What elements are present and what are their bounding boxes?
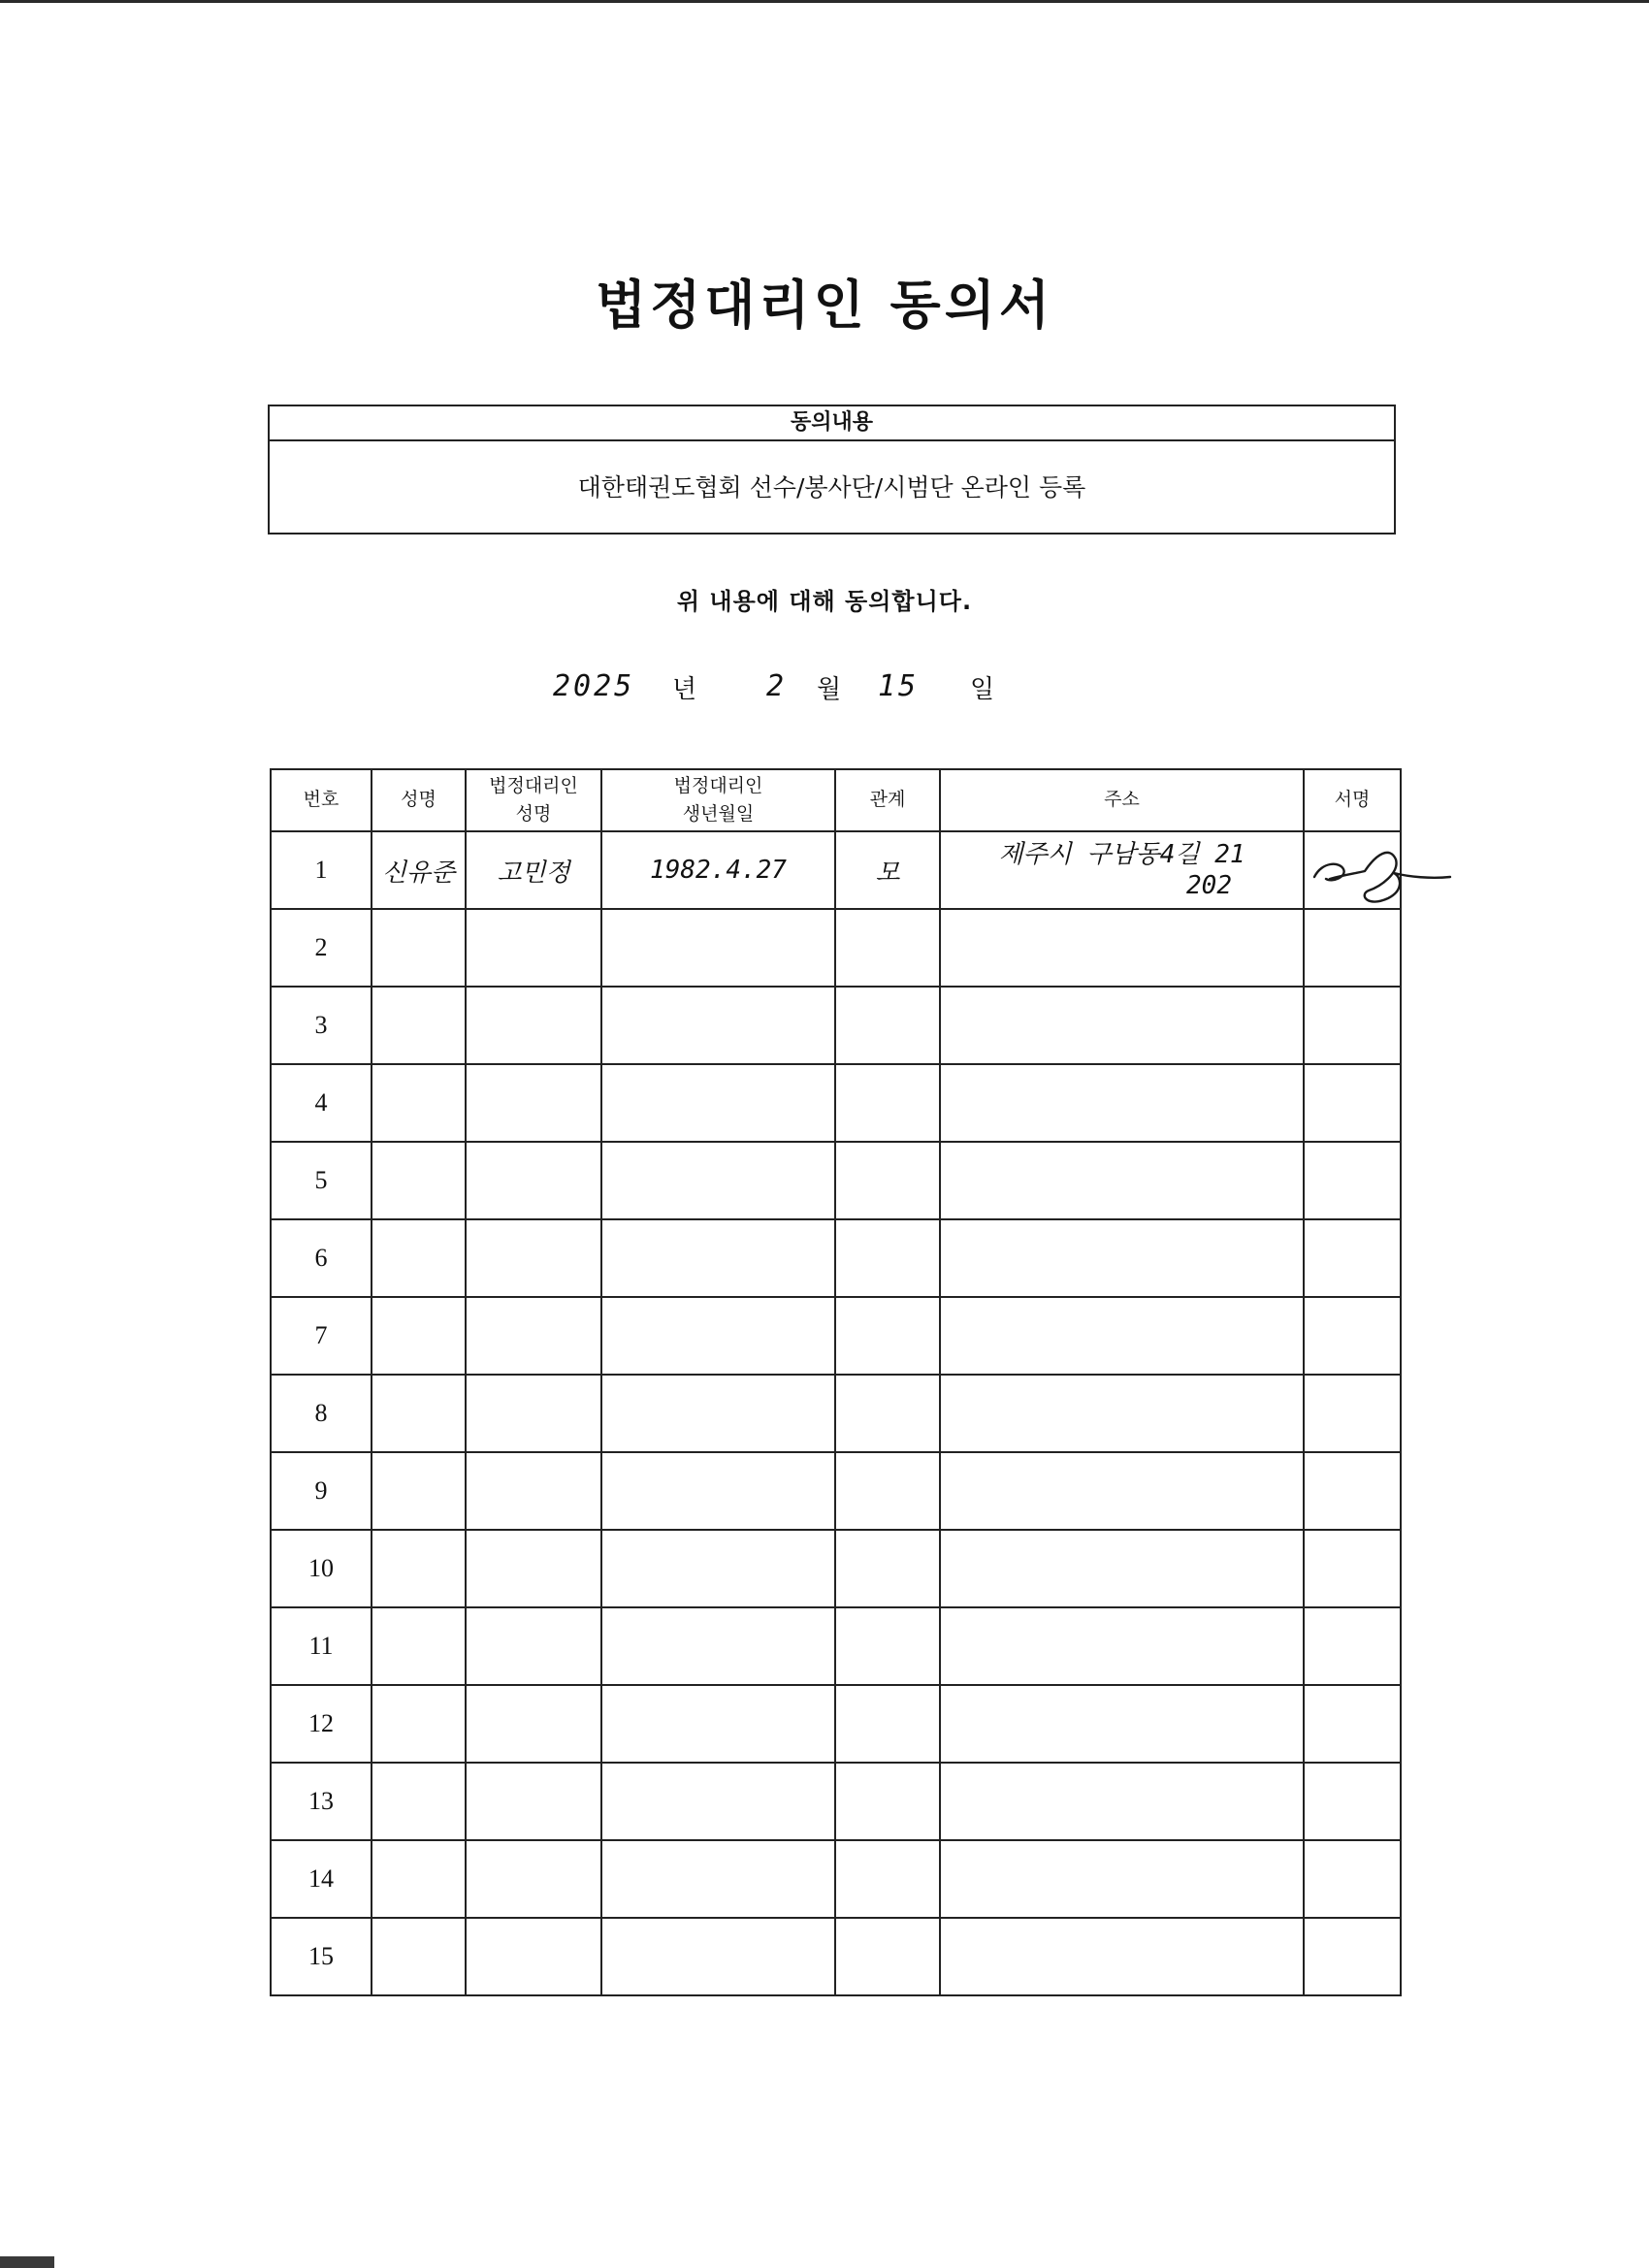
row-number: 3 xyxy=(271,987,372,1064)
address-line-2: 202 xyxy=(1186,871,1232,900)
table-row xyxy=(271,1607,1401,1685)
header-guardian-name xyxy=(466,769,601,831)
scan-corner-mark xyxy=(0,2256,54,2268)
date-month-label: 월 xyxy=(817,675,842,704)
header-guardian-birth xyxy=(601,769,835,831)
header-number: 번호 xyxy=(271,769,372,831)
table-row xyxy=(271,909,1401,987)
row-number: 1 xyxy=(271,831,372,909)
header-name: 성명 xyxy=(372,769,466,831)
signature-cell xyxy=(1304,831,1401,909)
date-year: 2025 xyxy=(553,669,635,703)
guardian-name: 고민정 xyxy=(466,831,601,909)
header-signature: 서명 xyxy=(1304,769,1401,831)
guardian-birth: 1982.4.27 xyxy=(601,831,835,909)
row-number: 5 xyxy=(271,1142,372,1219)
table-row xyxy=(271,1375,1401,1452)
relation: 모 xyxy=(835,831,940,909)
row-number: 9 xyxy=(271,1452,372,1530)
row-number: 6 xyxy=(271,1219,372,1297)
row-number: 4 xyxy=(271,1064,372,1142)
row-number: 14 xyxy=(271,1840,372,1918)
table-row xyxy=(271,831,1401,909)
row-number: 13 xyxy=(271,1763,372,1840)
table-row xyxy=(271,1530,1401,1607)
signature-mark xyxy=(1309,834,1454,906)
consent-box xyxy=(268,405,1396,535)
header-guardian-name-l2: 성명 xyxy=(515,803,552,825)
header-relation: 관계 xyxy=(835,769,940,831)
table-row xyxy=(271,1763,1401,1840)
row-number: 10 xyxy=(271,1530,372,1607)
row-number: 2 xyxy=(271,909,372,987)
consent-text: 대한태권도협회 선수/봉사단/시범단 온라인 등록 xyxy=(577,473,1086,502)
table-row xyxy=(271,987,1401,1064)
address xyxy=(940,831,1304,909)
table-row xyxy=(271,1297,1401,1375)
row-number: 7 xyxy=(271,1297,372,1375)
date-day-label: 일 xyxy=(970,675,995,704)
table-row xyxy=(271,1685,1401,1763)
row-number: 8 xyxy=(271,1375,372,1452)
row-number: 11 xyxy=(271,1607,372,1685)
student-name: 신유준 xyxy=(372,831,466,909)
table-row xyxy=(271,1219,1401,1297)
row-number: 15 xyxy=(271,1918,372,1995)
header-guardian-birth-l1: 법정대리인 xyxy=(673,774,763,796)
date-month: 2 xyxy=(766,669,788,703)
scan-top-edge xyxy=(0,0,1649,3)
table-row xyxy=(271,1840,1401,1918)
header-guardian-name-l1: 법정대리인 xyxy=(489,774,578,796)
row-number: 12 xyxy=(271,1685,372,1763)
registration-table xyxy=(270,768,1402,1996)
header-address: 주소 xyxy=(940,769,1304,831)
table-row xyxy=(271,1452,1401,1530)
address-line-1: 제주시 구남동4길 21 xyxy=(998,839,1245,869)
table-row xyxy=(271,1142,1401,1219)
table-row xyxy=(271,1918,1401,1995)
header-guardian-birth-l2: 생년월일 xyxy=(682,803,755,825)
consent-header: 동의내용 xyxy=(270,406,1394,441)
date-year-label: 년 xyxy=(672,675,697,704)
table-header-row xyxy=(271,769,1401,831)
table-row xyxy=(271,1064,1401,1142)
agreement-statement: 위 내용에 대해 동의합니다. xyxy=(676,588,973,615)
date-day: 15 xyxy=(878,669,920,703)
document-title: 법정대리인 동의서 xyxy=(595,274,1054,336)
